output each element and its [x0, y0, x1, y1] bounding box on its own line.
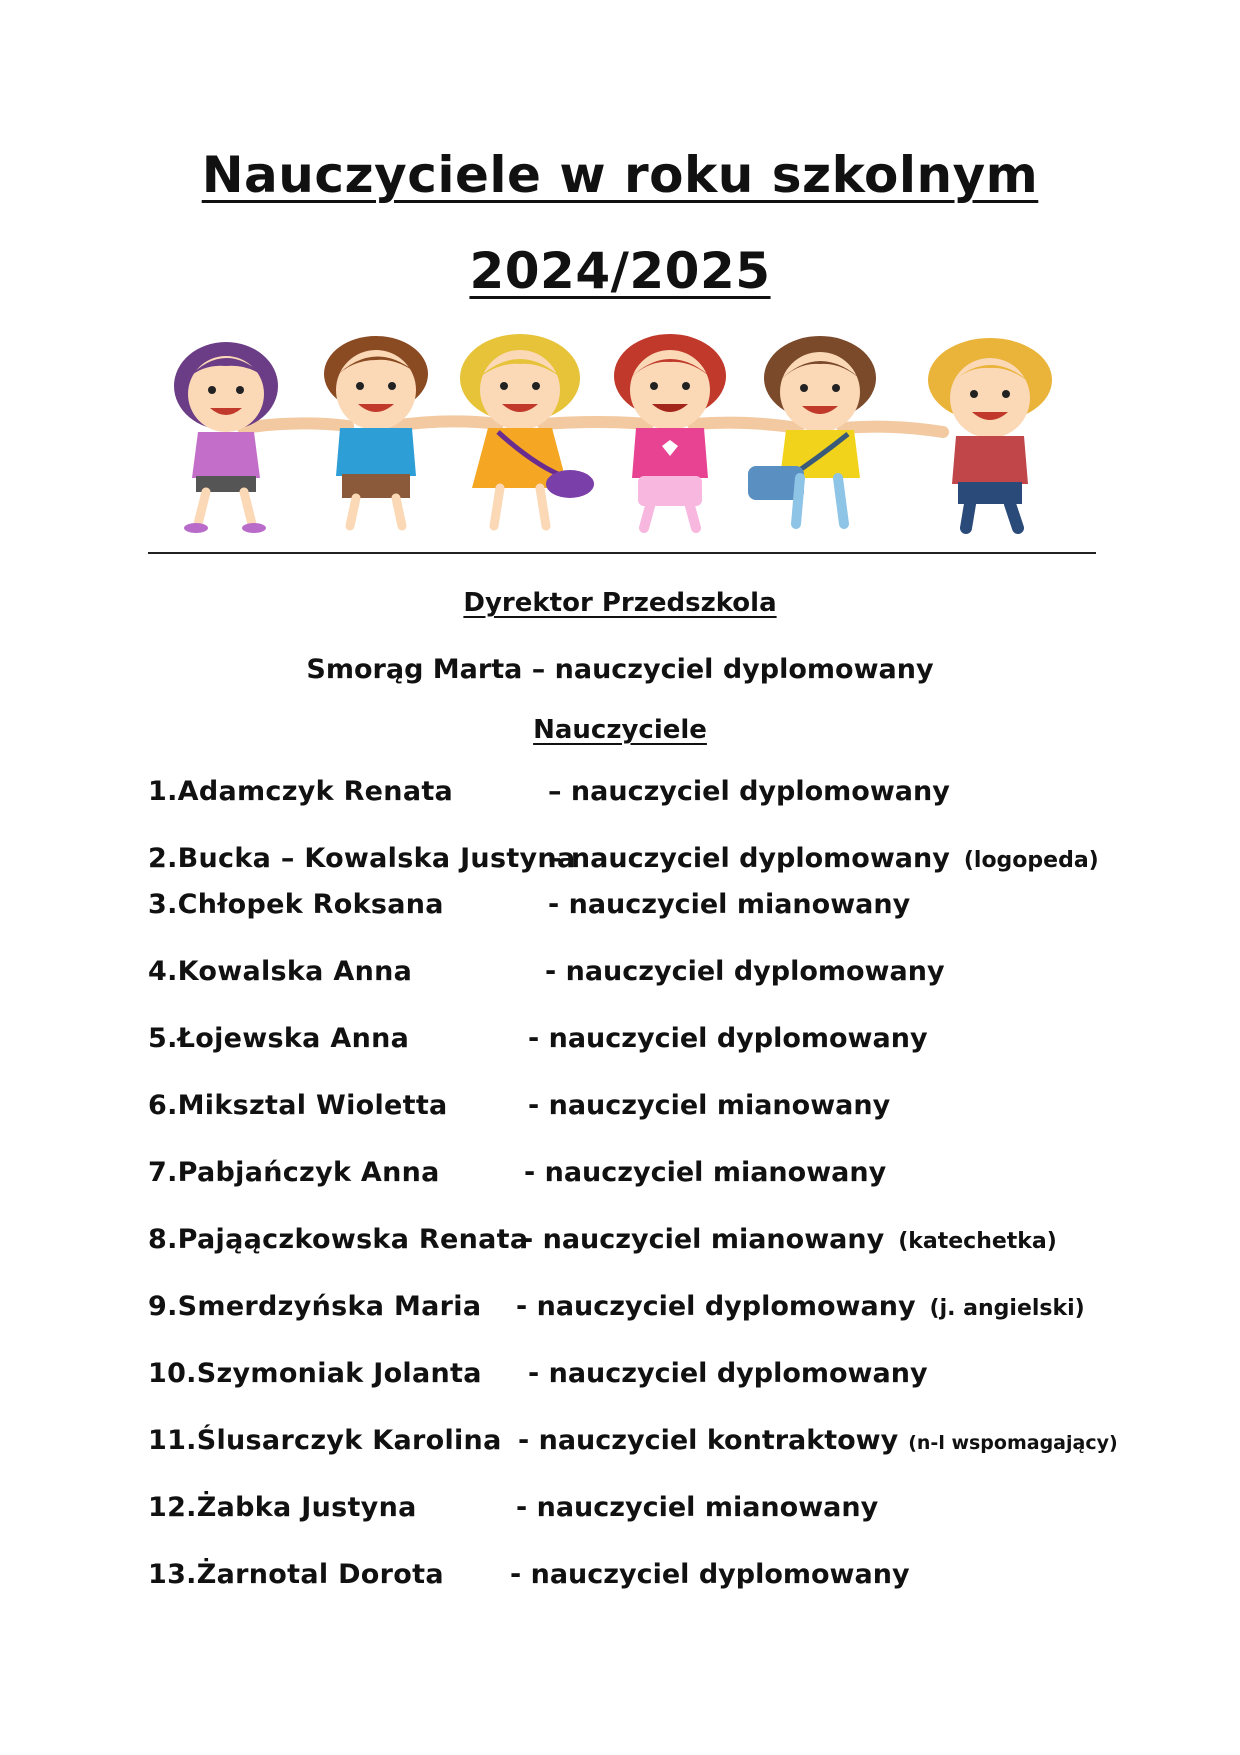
teacher-role-text: – nauczyciel dyplomowany [548, 843, 950, 874]
teacher-name: 4.Kowalska Anna [148, 956, 413, 987]
teacher-row [148, 843, 1240, 875]
teacher-name: 7.Pabjańczyk Anna [148, 1157, 440, 1188]
teacher-role-text: - nauczyciel mianowany [548, 889, 911, 920]
director-entry: Smorąg Marta – nauczyciel dyplomowany [306, 654, 934, 685]
teacher-role [524, 1157, 886, 1189]
teacher-role [545, 956, 945, 988]
teacher-role-text: - nauczyciel dyplomowany [528, 1023, 928, 1054]
teachers-heading: Nauczyciele [533, 715, 707, 745]
teacher-role-text: - nauczyciel dyplomowany [528, 1358, 928, 1389]
teacher-row [148, 889, 1240, 921]
teacher-name: 13.Żarnotal Dorota [148, 1559, 444, 1590]
teacher-row [148, 1492, 1240, 1524]
teacher-role-text: - nauczyciel mianowany [522, 1224, 885, 1255]
teacher-row [148, 956, 1240, 988]
teacher-name: 1.Adamczyk Renata [148, 776, 454, 807]
children-illustration [148, 328, 1092, 536]
teacher-role [548, 776, 950, 808]
divider-line [148, 552, 1096, 554]
teacher-role [522, 1224, 1057, 1258]
teacher-row [148, 1291, 1240, 1323]
teacher-row [148, 1157, 1240, 1189]
teacher-name: 11.Ślusarczyk Karolina [148, 1425, 502, 1456]
teacher-role [510, 1559, 910, 1591]
teacher-role [516, 1492, 878, 1524]
teacher-role [528, 1090, 890, 1122]
teacher-row [148, 1358, 1240, 1390]
teacher-name: 12.Żabka Justyna [148, 1492, 417, 1523]
teacher-name: 2.Bucka – Kowalska Justyna [148, 843, 576, 874]
teacher-row [148, 1224, 1240, 1256]
teacher-name: 6.Miksztal Wioletta [148, 1090, 448, 1121]
teacher-role [528, 1358, 928, 1390]
teacher-role-text: - nauczyciel dyplomowany [510, 1559, 910, 1590]
teacher-role [548, 889, 910, 921]
child-figure [614, 334, 726, 528]
teacher-row [148, 1023, 1240, 1055]
child-figure [174, 342, 278, 533]
teacher-name: 10.Szymoniak Jolanta [148, 1358, 482, 1389]
teacher-name: 9.Smerdzyńska Maria [148, 1291, 482, 1322]
teacher-name: 8.Pająączkowska Renata [148, 1224, 529, 1255]
teacher-role [516, 1291, 1085, 1325]
page-title: Nauczyciele w roku szkolnym [201, 146, 1039, 204]
teacher-note: (n-l wspomagający) [908, 1432, 1118, 1454]
teacher-role [518, 1425, 1118, 1459]
teacher-row [148, 1090, 1240, 1122]
teacher-row [148, 776, 1240, 808]
teacher-note: (logopeda) [963, 848, 1099, 873]
teacher-role [528, 1023, 928, 1055]
teacher-role-text: – nauczyciel dyplomowany [548, 776, 950, 807]
teacher-role [548, 843, 1099, 877]
teacher-note: (j. angielski) [929, 1296, 1085, 1321]
teacher-role-text: - nauczyciel dyplomowany [545, 956, 945, 987]
teacher-role-text: - nauczyciel mianowany [524, 1157, 887, 1188]
child-figure [460, 334, 594, 526]
teacher-row [148, 1425, 1240, 1457]
teacher-name: 3.Chłopek Roksana [148, 889, 444, 920]
page-title-year: 2024/2025 [469, 242, 771, 300]
teacher-role-text: - nauczyciel kontraktowy [518, 1425, 899, 1456]
teacher-name: 5.Łojewska Anna [148, 1023, 410, 1054]
teacher-role-text: - nauczyciel mianowany [516, 1492, 879, 1523]
teacher-role-text: - nauczyciel mianowany [528, 1090, 891, 1121]
director-heading: Dyrektor Przedszkola [463, 588, 777, 618]
teacher-note: (katechetka) [898, 1229, 1057, 1254]
teacher-role-text: - nauczyciel dyplomowany [516, 1291, 916, 1322]
teacher-row [148, 1559, 1240, 1591]
